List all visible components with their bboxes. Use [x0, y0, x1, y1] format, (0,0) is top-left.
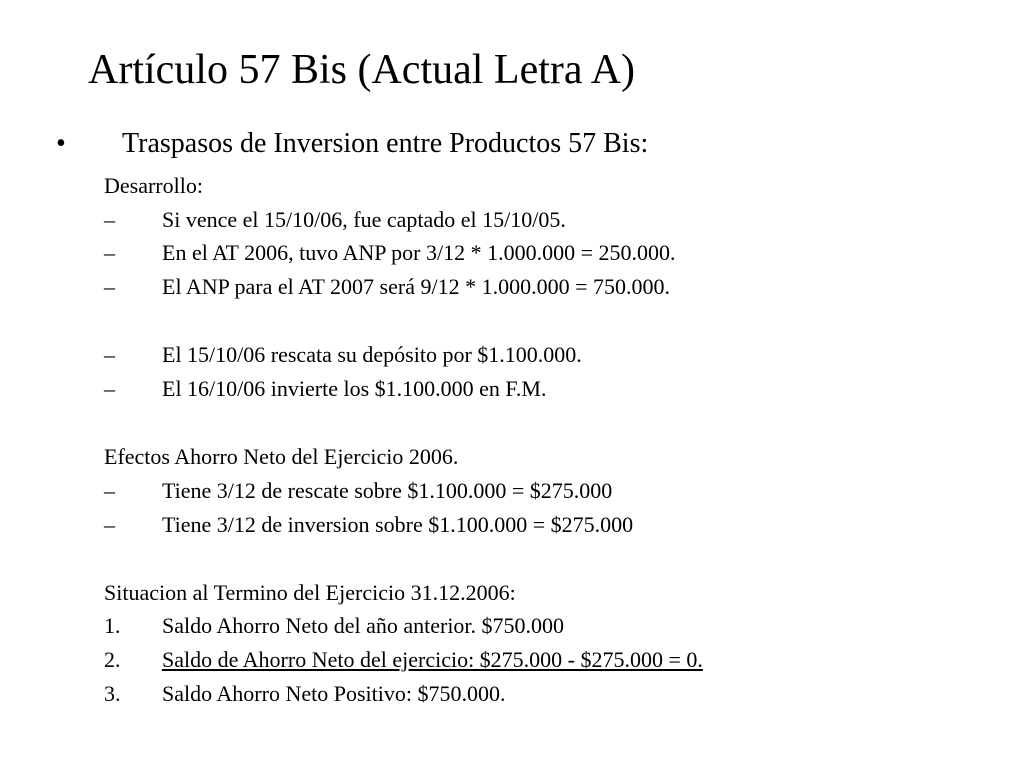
list-item-text: Tiene 3/12 de rescate sobre $1.100.000 = $275.000: [162, 478, 613, 503]
dash-marker: –: [104, 207, 115, 232]
bullet-marker: •: [56, 128, 66, 159]
number-marker: 2.: [104, 647, 121, 672]
dash-marker: –: [104, 512, 115, 537]
list-item-text: Si vence el 15/10/06, fue captado el 15/10/05.: [162, 207, 566, 232]
desarrollo-heading: Desarrollo:: [104, 173, 203, 198]
dash-marker: –: [104, 274, 115, 299]
dash-marker: –: [104, 478, 115, 503]
list-item-text: En el AT 2006, tuvo ANP por 3/12 * 1.000.000 = 250.000.: [162, 240, 676, 265]
list-item-text-underlined: Saldo de Ahorro Neto del ejercicio: $275.000 - $275.000 = 0.: [162, 647, 703, 672]
number-marker: 3.: [104, 681, 121, 706]
dash-marker: –: [104, 342, 115, 367]
list-item-text: Tiene 3/12 de inversion sobre $1.100.000 = $275.000: [162, 512, 634, 537]
list-item-text: El 15/10/06 rescata su depósito por $1.100.000.: [162, 342, 582, 367]
situacion-heading: Situacion al Termino del Ejercicio 31.12.2006:: [104, 580, 516, 605]
number-marker: 1.: [104, 613, 121, 638]
bullet-text: Traspasos de Inversion entre Productos 57 Bis:: [122, 128, 649, 159]
list-item-text: El ANP para el AT 2007 será 9/12 * 1.000.000 = 750.000.: [162, 274, 670, 299]
efectos-heading: Efectos Ahorro Neto del Ejercicio 2006.: [104, 444, 459, 469]
dash-marker: –: [104, 376, 115, 401]
dash-marker: –: [104, 240, 115, 265]
list-item-text: Saldo Ahorro Neto Positivo: $750.000.: [162, 681, 506, 706]
list-item-text: Saldo Ahorro Neto del año anterior. $750.000: [162, 613, 565, 638]
list-item-text: El 16/10/06 invierte los $1.100.000 en F.M.: [162, 376, 547, 401]
slide-title: Artículo 57 Bis (Actual Letra A): [88, 47, 636, 93]
